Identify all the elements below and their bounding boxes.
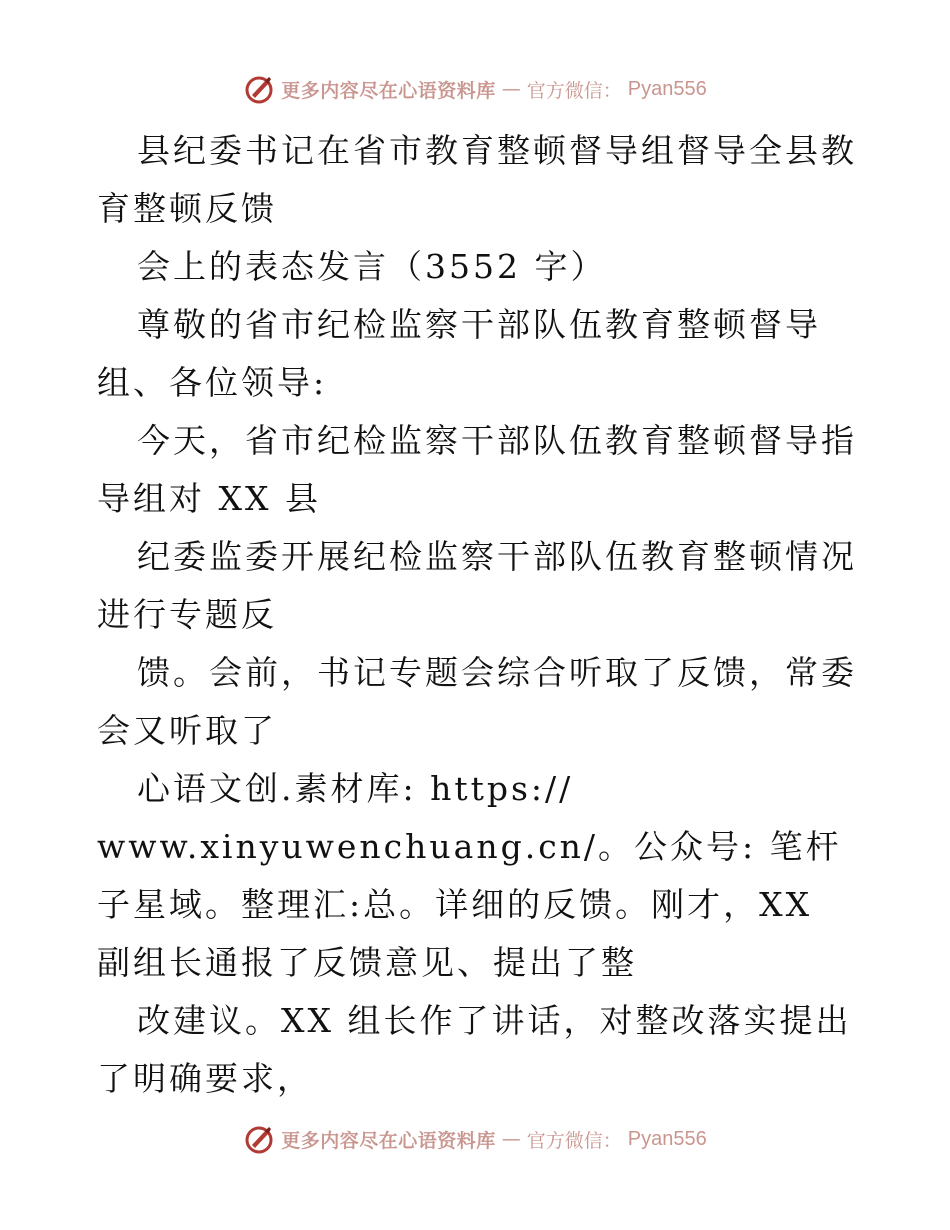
banner-separator: —	[501, 1128, 521, 1150]
banner-wechat-label: 官方微信：	[526, 1129, 622, 1152]
body-paragraph: 改建议。XX 组长作了讲话，对整改落实提出了明确要求，	[97, 1001, 852, 1098]
document-title-line2: 会上的表态发言（3552 字）	[137, 247, 607, 286]
banner-wechat-id: Pyan556	[627, 77, 707, 100]
banner-slogan: 更多内容尽在心语资料库	[281, 1129, 496, 1152]
footer-banner	[0, 1122, 950, 1156]
banner-wechat-id: Pyan556	[627, 1127, 707, 1150]
banner-separator: —	[501, 78, 521, 100]
document-title-line1: 县纪委书记在省市教育整顿督导组督导全县教育整顿反馈	[97, 131, 857, 228]
salutation-paragraph: 尊敬的省市纪检监察干部队伍教育整顿督导组、各位领导:	[97, 305, 821, 402]
banner-slogan: 更多内容尽在心语资料库	[281, 79, 496, 102]
banner-wechat-label: 官方微信：	[526, 79, 622, 102]
body-paragraph: 纪委监委开展纪检监察干部队伍教育整顿情况进行专题反	[97, 537, 857, 634]
body-paragraph: 今天，省市纪检监察干部队伍教育整顿督导指导组对 XX 县	[97, 421, 857, 518]
brand-logo-icon	[243, 73, 275, 105]
source-link-paragraph: 心语文创.素材库: https://	[137, 769, 574, 808]
brand-logo-icon	[243, 1123, 275, 1155]
source-url-paragraph: www.xinyuwenchuang.cn/。公众号: 笔杆子星域。整理汇:总。详细的反馈。刚才，XX 副组长通报了反馈意见、提出了整	[97, 827, 842, 982]
document-body	[97, 122, 857, 1108]
header-banner	[0, 72, 950, 106]
body-paragraph: 馈。会前，书记专题会综合听取了反馈，常委会又听取了	[97, 653, 857, 750]
